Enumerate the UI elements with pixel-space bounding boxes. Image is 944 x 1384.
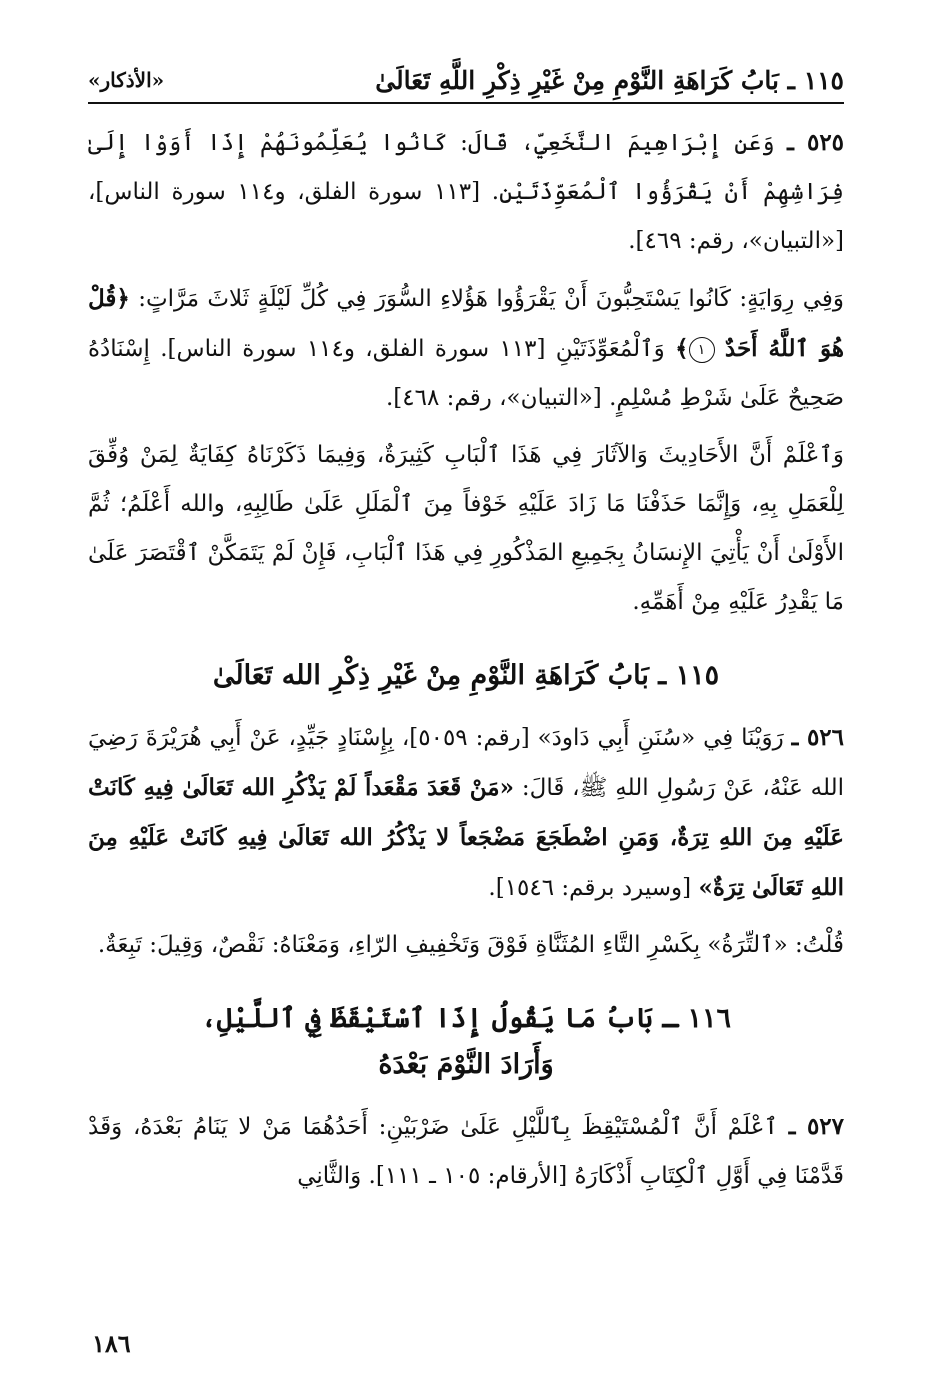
- chapter-heading-text: ١١٥ ـ بَابُ كَرَاهَةِ النَّوْمِ مِنْ غَيْرِ ذِكْرِ الله تَعَالَىٰ: [212, 660, 720, 691]
- paragraph-text: قُلْتُ: «ٱلتِّرَةُ» بِكَسْرِ التَّاءِ المُثَنَّاةِ فَوْقَ وَتَخْفِيفِ الرّاءِ، وَمَعْنَاهُ: نَقْصٌ، وَقِيلَ: تَبِعَةٌ.: [97, 932, 844, 958]
- paragraph-525: [88, 118, 844, 266]
- paragraph-text: وَٱلْمُعَوِّذَتَيْنِ [١١٣ سورة الفلق، و١١٤ سورة الناس]. إِسْنَادُهُ صَحِيحٌ عَلَىٰ شَرْطِ مُسْلِمٍ. [«التبيان»، رقم: ٤٦٨].: [88, 336, 844, 411]
- paragraph-riwaya: [88, 274, 844, 423]
- paragraph-text: وَعَنِ إِبْرَاهِيمَ النَّخَعِيِّ، قَالَ: كَانُوا يُعَلِّمُونَهُمْ إِذَا أَوَوْا إِلَىٰ فِرَاشِهِمْ أَنْ يَقْرَؤُوا ٱلْمُعَوِّذَتَيْنِ. [١١٣ سورة الفلق، و١١٤ سورة الناس]، [«التبيان»، رقم: ٤٦٩].: [88, 130, 844, 254]
- chapter-heading-115: [88, 653, 844, 699]
- chapter-heading-116: [88, 996, 844, 1088]
- running-header: [88, 58, 844, 104]
- paragraph-text: وَٱعْلَمْ أَنَّ الأَحَادِيثَ وَالآثَارَ فِي هَذَا ٱلْبَابِ كَثِيرَةٌ، وَفِيمَا ذَكَرْنَاهُ كِفَايَةٌ لِمَنْ وُفِّقَ لِلْعَمَلِ بِهِ، وَإِنَّمَا حَذَفْنَا مَا زَادَ عَلَيْهِ خَوْفاً مِنَ ٱلْمَلَلِ عَلَىٰ طَالِبِهِ، والله أَعْلَمُ؛ ثُمَّ الأَوْلَىٰ أَنْ يَأْتِيَ الإِنسَانُ بِجَمِيعِ المَذْكُورِ فِي هَذَا ٱلْبَابِ، فَإِنْ لَمْ يَتَمَكَّنْ ٱقْتَصَرَ عَلَىٰ مَا يَقْدِرُ عَلَيْهِ مِنْ أَهَمِّهِ.: [88, 442, 844, 615]
- ayah-number-mark: ١: [689, 337, 715, 363]
- page-number: ١٨٦: [92, 1329, 131, 1358]
- paragraph-number: ٥٢٦ ـ: [791, 724, 844, 751]
- hadith-text: «مَنْ قَعَدَ مَقْعَداً لَمْ يَذْكُرِ الله تَعَالَىٰ فِيهِ كَانَتْ عَلَيْهِ مِنَ اللهِ تِرَةٌ، وَمَنِ اضْطَجَعَ مَضْجَعاً لا يَذْكُرُ الله تَعَالَىٰ فِيهِ كَانَتْ عَلَيْهِ مِنَ اللهِ تَعَالَىٰ تِرَةٌ»: [88, 774, 844, 901]
- quran-close-bracket: ﴾: [675, 335, 689, 362]
- paragraph-text: رَوَيْنَا فِي «سُنَنِ أَبِي دَاودَ» [رقم: ٥٠٥٩]، بِإِسْنَادٍ جَيِّدٍ، عَنْ أَبِي هُرَيْرَةَ رَضِيَ الله عَنْهُ، عَنْ رَسُولِ اللهِ ﷺ، قَالَ:: [88, 725, 844, 801]
- paragraph-number: ٥٢٧ ـ: [788, 1113, 845, 1140]
- paragraph-ilm: [88, 431, 844, 627]
- paragraph-number: ٥٢٥ ـ: [787, 129, 845, 156]
- paragraph-text: ٱعْلَمْ أَنَّ ٱلْمُسْتَيْقِظَ بِٱللَّيْلِ عَلَىٰ ضَرْبَيْنِ: أَحَدُهُمَا مَنْ لا يَنَامُ بَعْدَهُ، وَقَدْ قَدَّمْنَا فِي أَوَّلِ ٱلْكِتَابِ أَذْكَارَهُ [الأرقام: ١٠٥ ـ ١١١]. وَالثَّانِي: [88, 1114, 844, 1189]
- paragraph-text: وَفِي رِوَايَةٍ: كَانُوا يَسْتَحِبُّونَ أَنْ يَقْرَؤُوا هَؤُلاءِ السُّوَرَ فِي كُلِّ لَيْلَةٍ ثَلاثَ مَرَّاتٍ:: [138, 286, 844, 312]
- paragraph-526: [88, 713, 844, 913]
- running-book-title: «الأذكار»: [88, 68, 165, 92]
- book-page: [88, 58, 844, 1358]
- paragraph-527: [88, 1102, 844, 1201]
- paragraph-text: [وسيرد برقم: ١٥٤٦].: [488, 875, 692, 901]
- quran-verse: ﴿قُلْ هُوَ ٱللَّهُ أَحَدٌ: [88, 285, 844, 362]
- chapter-heading-line-1: ١١٦ ـ بَابُ مَا يَقُولُ إِذَا ٱسْتَيْقَظَ فِي ٱللَّيْلِ،: [200, 1003, 732, 1034]
- paragraph-qultu: [88, 921, 844, 970]
- running-chapter-title: ١١٥ ـ بَابُ كَرَاهَةِ النَّوْمِ مِنْ غَيْرِ ذِكْرِ اللَّهِ تَعَالَىٰ: [375, 65, 844, 95]
- chapter-heading-line-2: وَأَرَادَ النَّوْمَ بَعْدَهُ: [378, 1049, 554, 1080]
